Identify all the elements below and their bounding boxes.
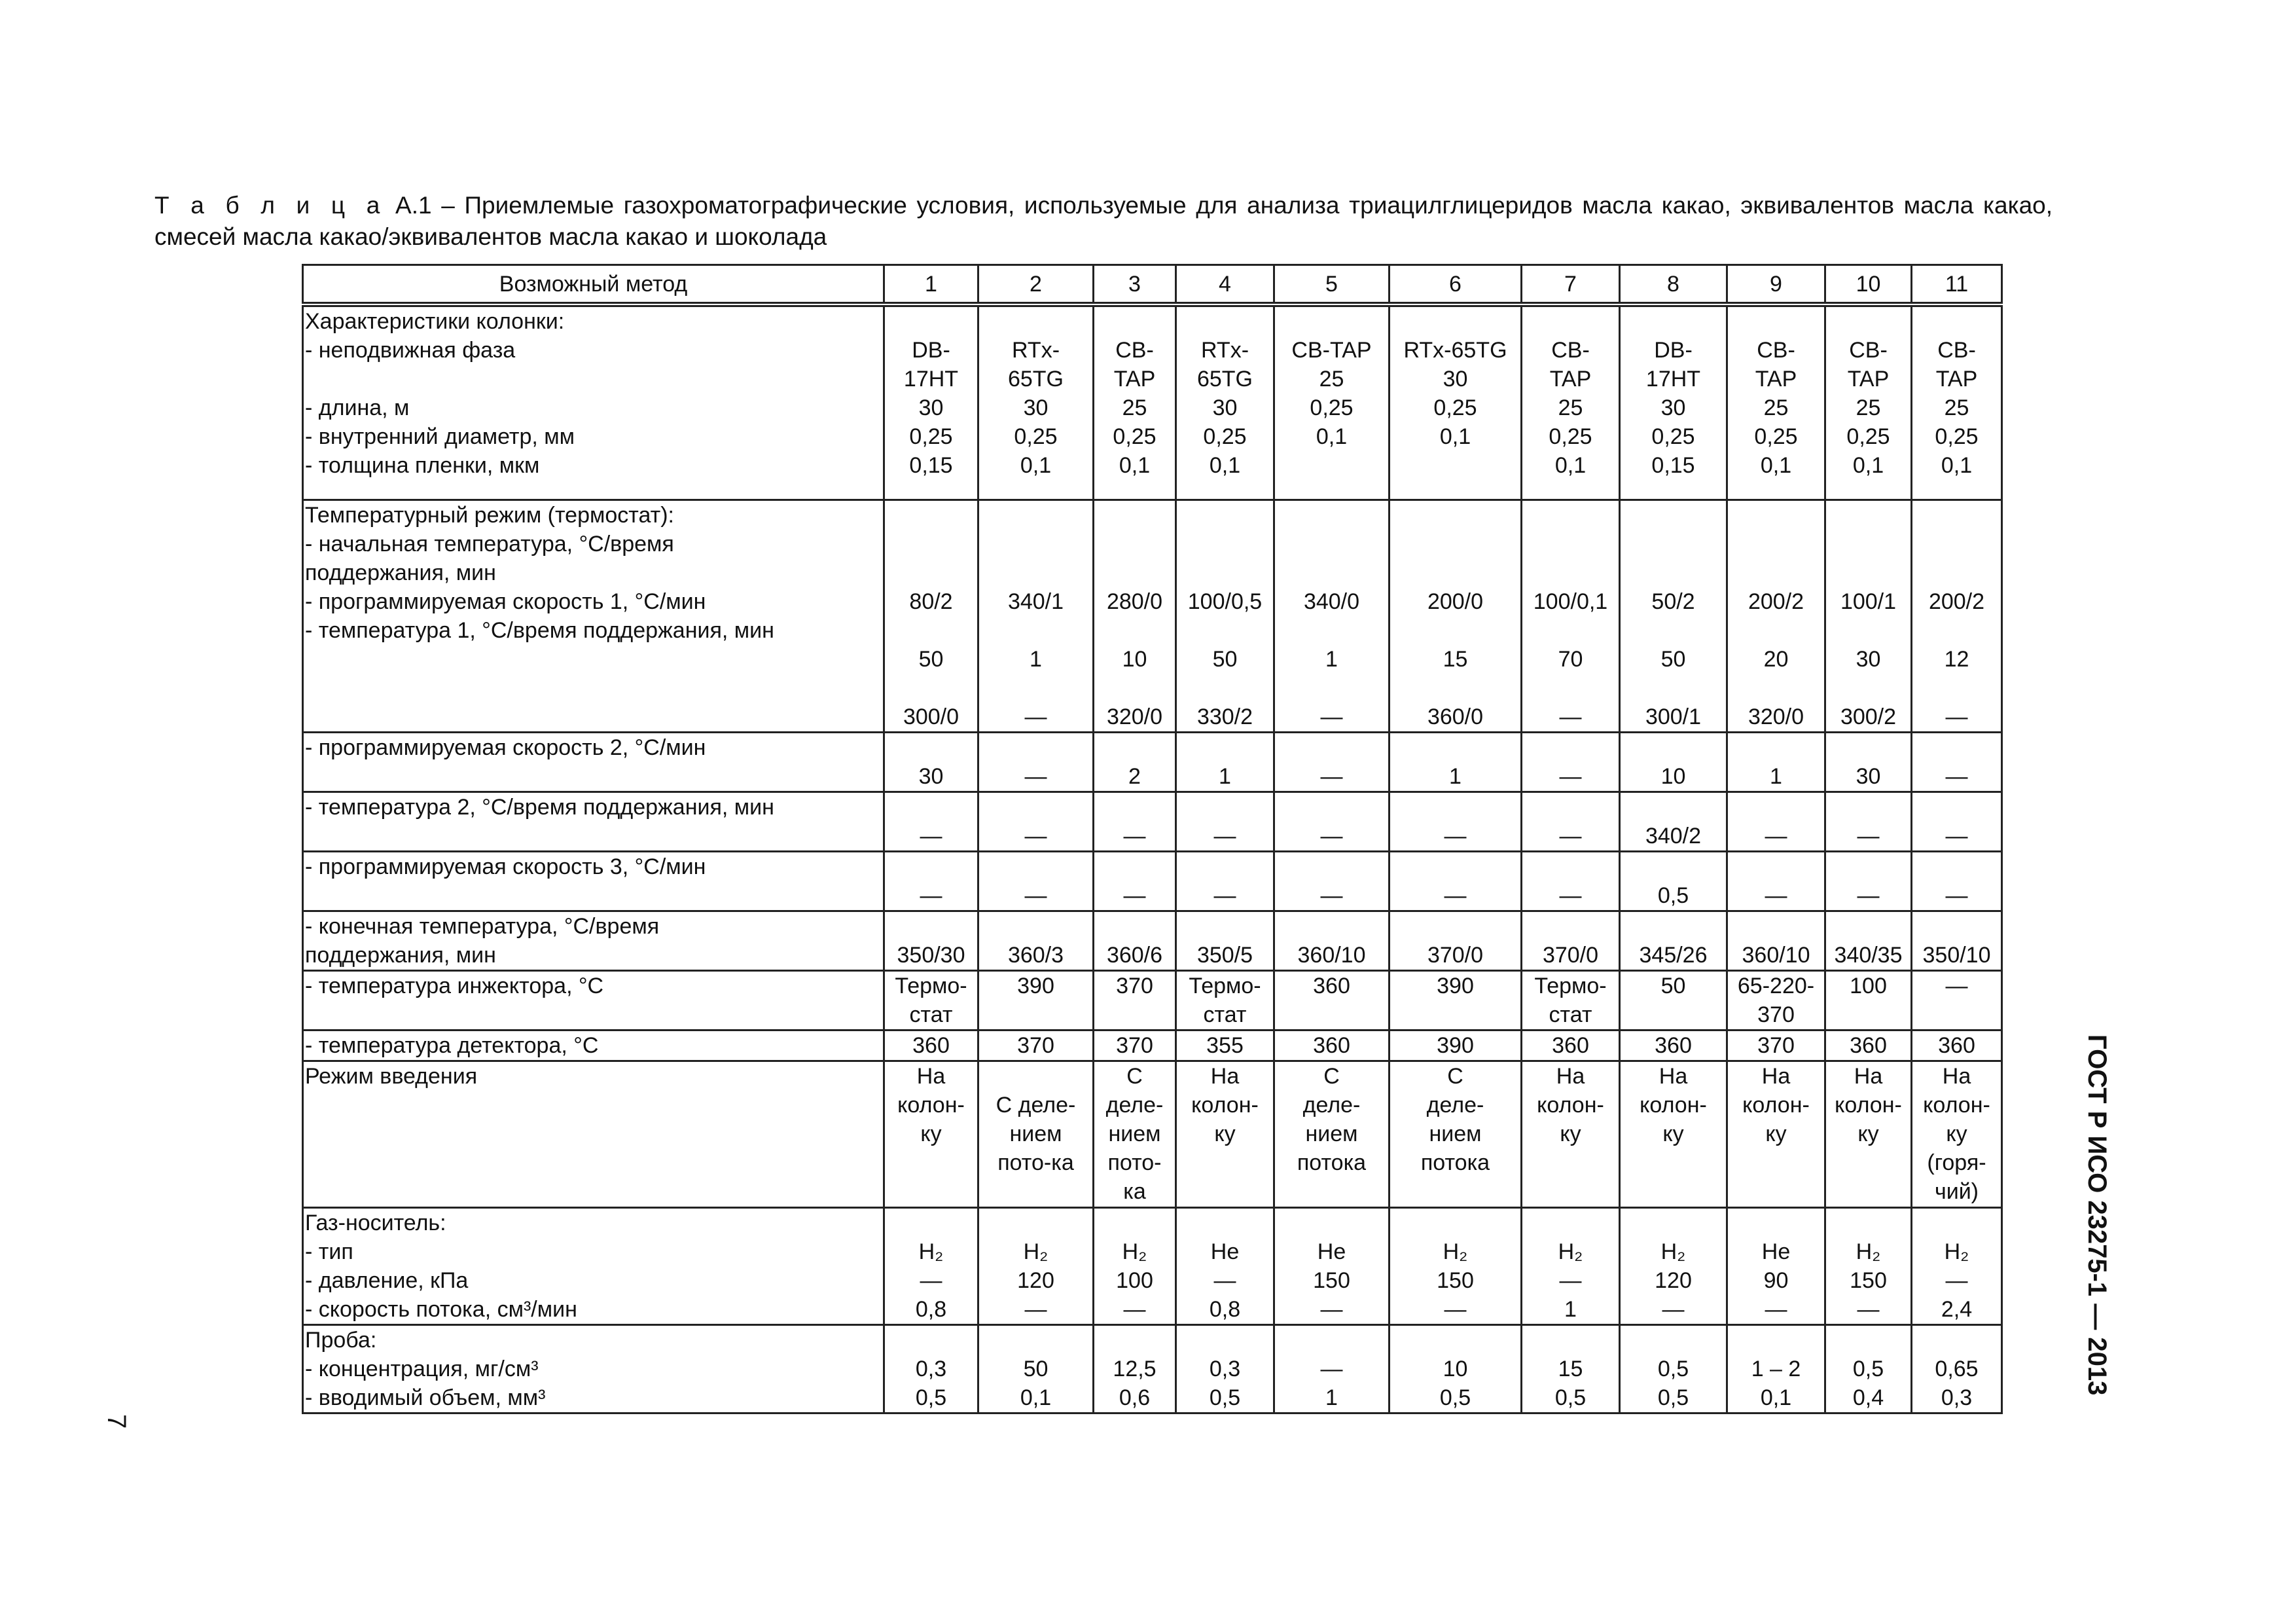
row-label: - конечная температура, °С/время поддержания, мин: [303, 911, 884, 970]
table-cell: 370/0: [1390, 911, 1522, 970]
table-cell: 0,5 0,4: [1825, 1324, 1912, 1413]
table-cell: CB- TAP 25 0,25 0,1: [1094, 304, 1176, 500]
table-row: [303, 304, 2002, 500]
table-cell: 2: [1094, 732, 1176, 792]
table-cell: DB- 17HT 30 0,25 0,15: [1620, 304, 1727, 500]
gc-conditions-table-wrapper: [302, 264, 2003, 1414]
table-cell: 350/10: [1912, 911, 2002, 970]
table-row: [303, 911, 2002, 970]
table-cell: —: [884, 851, 978, 911]
table-cell: 360: [1825, 1030, 1912, 1061]
table-cell: 280/0 10 320/0: [1094, 500, 1176, 732]
table-cell: Термо- стат: [1176, 970, 1274, 1030]
table-cell: —: [884, 792, 978, 851]
table-cell: —: [1274, 792, 1390, 851]
row-label: Проба: - концентрация, мг/см³ - вводимый объем, мм³: [303, 1324, 884, 1413]
table-cell: 340/2: [1620, 792, 1727, 851]
table-cell: На колон- ку (горя- чий): [1912, 1061, 2002, 1207]
table-cell: CB- TAP 25 0,25 0,1: [1912, 304, 2002, 500]
table-cell: He — 0,8: [1176, 1207, 1274, 1324]
table-cell: CB- TAP 25 0,25 0,1: [1727, 304, 1825, 500]
table-cell: 360: [1912, 1030, 2002, 1061]
table-cell: 200/2 20 320/0: [1727, 500, 1825, 732]
table-cell: 100/1 30 300/2: [1825, 500, 1912, 732]
table-cell: 100: [1825, 970, 1912, 1030]
row-label: Газ-носитель: - тип - давление, кПа - скорость потока, см³/мин: [303, 1207, 884, 1324]
table-row: [303, 1061, 2002, 1207]
table-cell: 1 – 2 0,1: [1727, 1324, 1825, 1413]
table-cell: H₂ 100 —: [1094, 1207, 1176, 1324]
table-cell: CB- TAP 25 0,25 0,1: [1522, 304, 1620, 500]
table-cell: 370: [978, 1030, 1094, 1061]
page-number: 7: [102, 1414, 131, 1429]
table-cell: —: [1912, 970, 2002, 1030]
table-body: [303, 304, 2002, 1413]
table-cell: 390: [978, 970, 1094, 1030]
table-cell: 360/3: [978, 911, 1094, 970]
table-cell: —: [1727, 792, 1825, 851]
table-cell: RTx-65TG 30 0,25 0,1: [1390, 304, 1522, 500]
header-col-1: 1: [884, 265, 978, 305]
header-col-11: 11: [1912, 265, 2002, 305]
table-cell: —: [1912, 851, 2002, 911]
table-cell: 360: [1620, 1030, 1727, 1061]
table-cell: 200/2 12 —: [1912, 500, 2002, 732]
table-cell: —: [1094, 792, 1176, 851]
table-cell: 360/10: [1274, 911, 1390, 970]
table-cell: 390: [1390, 970, 1522, 1030]
table-cell: —: [1390, 851, 1522, 911]
table-cell: H₂ 150 —: [1825, 1207, 1912, 1324]
table-cell: 350/30: [884, 911, 978, 970]
table-cell: 50: [1620, 970, 1727, 1030]
table-cell: —: [1825, 851, 1912, 911]
table-cell: 370/0: [1522, 911, 1620, 970]
table-row: [303, 970, 2002, 1030]
table-cell: 10 0,5: [1390, 1324, 1522, 1413]
table-row: [303, 792, 2002, 851]
table-cell: H₂ 120 —: [1620, 1207, 1727, 1324]
table-cell: —: [1176, 851, 1274, 911]
table-cell: 50/2 50 300/1: [1620, 500, 1727, 732]
table-cell: 340/1 1 —: [978, 500, 1094, 732]
table-row: [303, 851, 2002, 911]
table-cell: 0,5 0,5: [1620, 1324, 1727, 1413]
table-cell: RTx- 65TG 30 0,25 0,1: [978, 304, 1094, 500]
table-cell: На колон- ку: [1825, 1061, 1912, 1207]
table-cell: —: [1094, 851, 1176, 911]
table-cell: — 1: [1274, 1324, 1390, 1413]
table-cell: 340/0 1 —: [1274, 500, 1390, 732]
table-cell: 65-220- 370: [1727, 970, 1825, 1030]
table-cell: 0,3 0,5: [884, 1324, 978, 1413]
table-row: [303, 1207, 2002, 1324]
table-cell: 30: [1825, 732, 1912, 792]
table-cell: 100/0,5 50 330/2: [1176, 500, 1274, 732]
caption-text: А.1 – Приемлемые газохроматографические условия, используемые для анализа триацилглицеридов масла какао, эквивалентов масла какао, смесей масла какао/эквивалентов масла какао и шоколада: [154, 192, 2053, 250]
table-cell: DB- 17HT 30 0,25 0,15: [884, 304, 978, 500]
table-caption: [154, 190, 2053, 253]
header-method: Возможный метод: [303, 265, 884, 305]
table-cell: —: [1727, 851, 1825, 911]
header-col-2: 2: [978, 265, 1094, 305]
row-label: - программируемая скорость 3, °С/мин: [303, 851, 884, 911]
table-cell: 340/35: [1825, 911, 1912, 970]
table-cell: 1: [1176, 732, 1274, 792]
table-cell: —: [1912, 732, 2002, 792]
table-cell: CB-TAP 25 0,25 0,1: [1274, 304, 1390, 500]
row-label: - температура 2, °С/время поддержания, мин: [303, 792, 884, 851]
table-cell: 360/10: [1727, 911, 1825, 970]
table-header-row: [303, 265, 2002, 305]
table-cell: —: [978, 851, 1094, 911]
table-cell: —: [978, 732, 1094, 792]
table-cell: 1: [1727, 732, 1825, 792]
table-cell: Термо- стат: [1522, 970, 1620, 1030]
header-col-9: 9: [1727, 265, 1825, 305]
table-cell: 360: [1274, 1030, 1390, 1061]
table-cell: На колон- ку: [884, 1061, 978, 1207]
row-label: Характеристики колонки: - неподвижная фаза - длина, м - внутренний диаметр, мм - толщина пленки, мкм: [303, 304, 884, 500]
table-cell: H₂ 150 —: [1390, 1207, 1522, 1324]
table-cell: 360/6: [1094, 911, 1176, 970]
table-cell: 0,65 0,3: [1912, 1324, 2002, 1413]
header-col-7: 7: [1522, 265, 1620, 305]
table-cell: 370: [1094, 970, 1176, 1030]
table-cell: 0,3 0,5: [1176, 1324, 1274, 1413]
table-cell: С деле- нием потока: [1390, 1061, 1522, 1207]
table-cell: 1: [1390, 732, 1522, 792]
table-cell: —: [1522, 732, 1620, 792]
caption-prefix: Т а б л и ц а: [154, 192, 386, 219]
table-cell: 50 0,1: [978, 1324, 1094, 1413]
table-cell: 200/0 15 360/0: [1390, 500, 1522, 732]
table-cell: 390: [1390, 1030, 1522, 1061]
row-label: - температура детектора, °С: [303, 1030, 884, 1061]
table-cell: 15 0,5: [1522, 1324, 1620, 1413]
header-col-8: 8: [1620, 265, 1727, 305]
table-cell: —: [1390, 792, 1522, 851]
table-row: [303, 500, 2002, 732]
table-cell: С деле- нием пото- ка: [1094, 1061, 1176, 1207]
table-cell: 360: [1274, 970, 1390, 1030]
table-cell: He 150 —: [1274, 1207, 1390, 1324]
table-cell: 10: [1620, 732, 1727, 792]
table-cell: —: [1274, 851, 1390, 911]
row-label: Температурный режим (термостат): - начальная температура, °С/время поддержания, мин - программируемая скорость 1, °С/мин - температура 1, °С/время поддержания, мин: [303, 500, 884, 732]
table-cell: На колон- ку: [1176, 1061, 1274, 1207]
table-cell: 30: [884, 732, 978, 792]
table-cell: RTx- 65TG 30 0,25 0,1: [1176, 304, 1274, 500]
table-cell: —: [1274, 732, 1390, 792]
header-col-6: 6: [1390, 265, 1522, 305]
table-cell: —: [1825, 792, 1912, 851]
table-cell: 360: [1522, 1030, 1620, 1061]
table-cell: 370: [1094, 1030, 1176, 1061]
table-cell: H₂ 120 —: [978, 1207, 1094, 1324]
table-cell: 345/26: [1620, 911, 1727, 970]
table-cell: 12,5 0,6: [1094, 1324, 1176, 1413]
table-cell: С деле- нием пото-ка: [978, 1061, 1094, 1207]
table-cell: H₂ — 1: [1522, 1207, 1620, 1324]
table-row: [303, 1324, 2002, 1413]
header-col-3: 3: [1094, 265, 1176, 305]
table-cell: —: [1912, 792, 2002, 851]
gc-conditions-table: [302, 264, 2003, 1414]
table-cell: 360: [884, 1030, 978, 1061]
table-cell: 80/2 50 300/0: [884, 500, 978, 732]
table-row: [303, 1030, 2002, 1061]
table-cell: —: [1522, 792, 1620, 851]
table-cell: —: [1176, 792, 1274, 851]
table-cell: He 90 —: [1727, 1207, 1825, 1324]
table-cell: На колон- ку: [1727, 1061, 1825, 1207]
table-cell: —: [978, 792, 1094, 851]
header-col-10: 10: [1825, 265, 1912, 305]
table-cell: CB- TAP 25 0,25 0,1: [1825, 304, 1912, 500]
table-cell: 355: [1176, 1030, 1274, 1061]
table-cell: 350/5: [1176, 911, 1274, 970]
table-cell: С деле- нием потока: [1274, 1061, 1390, 1207]
header-col-4: 4: [1176, 265, 1274, 305]
table-row: [303, 732, 2002, 792]
row-label: - температура инжектора, °С: [303, 970, 884, 1030]
row-label: - программируемая скорость 2, °С/мин: [303, 732, 884, 792]
table-cell: На колон- ку: [1522, 1061, 1620, 1207]
document-side-title: ГОСТ Р ИСО 23275-1 — 2013: [2083, 1034, 2111, 1396]
table-cell: Термо- стат: [884, 970, 978, 1030]
table-cell: —: [1522, 851, 1620, 911]
table-cell: H₂ — 0,8: [884, 1207, 978, 1324]
row-label: Режим введения: [303, 1061, 884, 1207]
table-cell: 100/0,1 70 —: [1522, 500, 1620, 732]
table-cell: H₂ — 2,4: [1912, 1207, 2002, 1324]
header-col-5: 5: [1274, 265, 1390, 305]
table-cell: На колон- ку: [1620, 1061, 1727, 1207]
table-cell: 0,5: [1620, 851, 1727, 911]
table-cell: 370: [1727, 1030, 1825, 1061]
